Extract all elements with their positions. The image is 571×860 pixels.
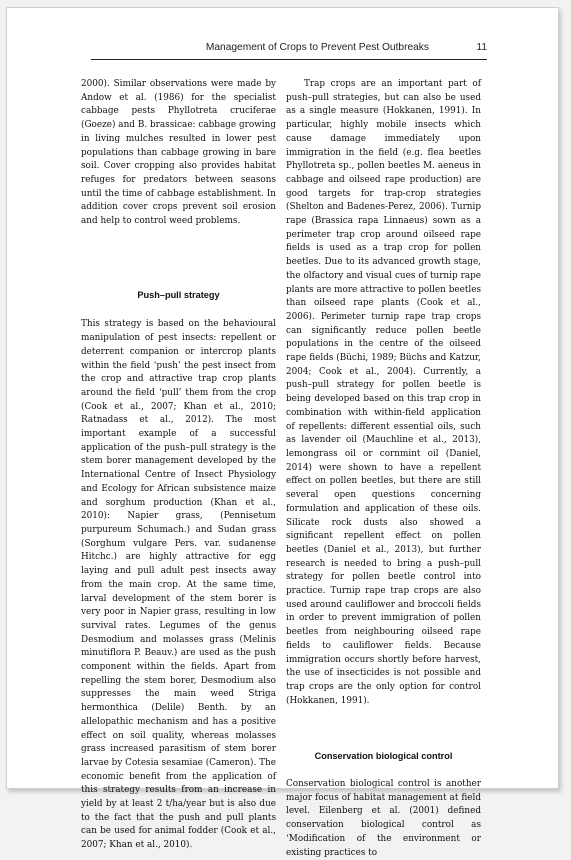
running-header: [91, 42, 487, 60]
left-paragraph-1: 2000). Similar observations were made by Andow et al. (1986) for the specialist cabbage pests Phyllotreta cruciferae (Goeze) and B. brassicae: cabbage growing in living mulches resulted in lower pest populations than cabbage growing in bare soil. Cover cropping also provides habitat refuges for predators between seasons until the time of cabbage establishment. In addition cover crops prevent soil erosion and help to control weed problems.: [81, 79, 276, 227]
section-heading-conservation: Conservation biological control: [314, 751, 453, 762]
right-column: [286, 78, 481, 860]
page-number: 11: [476, 42, 487, 53]
right-paragraph-2: Conservation biological control is another major focus of habitat management at field level. Eilenberg et al. (2001) defined conservation biological control as ‘Modification of the environment or existing practices to: [286, 779, 481, 858]
section-heading-push-pull: Push–pull strategy: [137, 289, 220, 300]
left-column: [81, 78, 276, 853]
left-paragraph-2: This strategy is based on the behavioural manipulation of pest insects: repellent or deterrent companion or intercrop plants within the field ‘push’ the pest insect from the crop and attractive trap crop plants around the field ‘pull’ them from the crop (Cook et al., 2007; Khan et al., 2010; Ratnadass et al., 2012). The most important example of a successful application of the push–pull strategy is the stem borer management developed by the International Centre of Insect Physiology and Ecology for African subsistence maize and sorghum production (Khan et al., 2010): Napier grass, (Pennisetum purpureum Schumach.) and Sudan grass (Sorghum vulgare Pers. var. sudanense Hitchc.) are highly attractive for egg laying and pull adult pest insects away from the main crop. At the same time, larval development of the stem borer is very poor in Napier grass, resulting in low survival rates. Legumes of the genus Desmodium and molasses grass (Melinis minutiflora P. Beauv.) are used as the push component within the fields. Apart from repelling the stem borer, Desmodium also suppresses the main weed Striga hermonthica (Delile) Benth. by an allelopathic mechanism and has a positive effect on soil quality, whereas molasses grass increased parasitism of stem borer larvae by Cotesia sesamiae (Cameron). The economic benefit from the application of this strategy results from an increase in yield by at least 2 t/ha/year but is also due to the fact that the push and pull plants can be used for animal fodder (Cook et al., 2007; Khan et al., 2010).: [81, 319, 276, 851]
right-paragraph-1: Trap crops are an important part of push–pull strategies, but can also be used as a single measure (Hokkanen, 1991). In particular, highly mobile insects which cause damage immediately upon immigration in the field (e.g. flea beetles Phyllotreta sp., pollen beetles M. aeneus in cabbage and oilseed rape production) are good targets for trap-crop strategies (Shelton and Badenes-Perez, 2006). Turnip rape (Brassica rapa Linnaeus) sown as a perimeter trap crop around oilseed rape fields is used as a trap crop for pollen beetles. Due to its advanced growth stage, the olfactory and visual cues of turnip rape plants are more attractive to pollen beetles than oilseed rape plants (Cook et al., 2006). Perimeter turnip rape trap crops can significantly reduce pollen beetle populations in the centre of the oilseed rape fields (Büchi, 1989; Büchs and Katzur, 2004; Cook et al., 2004). Currently, a push–pull strategy for pollen beetle is being developed based on this trap crop in combination with within-field application of repellents: different essential oils, such as lavender oil (Mauchline et al., 2013), lemongrass oil or cornmint oil (Daniel, 2014) were shown to have a repellent effect on pollen beetles, but there are still several open questions concerning formulation and application of these oils. Silicate rock dusts also showed a significant repellent effect on pollen beetles (Daniel et al., 2013), but further research is needed to bring a push–pull strategy for pollen beetle control into practice. Turnip rape trap crops are also used around cauliflower and broccoli fields in order to prevent immigration of pollen beetles from neighbouring oilseed rape fields to cauliflower fields. Because immigration occurs shortly before harvest, the use of insecticides is not possible and trap crops are the only option for control (Hokkanen, 1991).: [286, 79, 481, 706]
running-title: Management of Crops to Prevent Pest Outbreaks: [205, 42, 429, 53]
